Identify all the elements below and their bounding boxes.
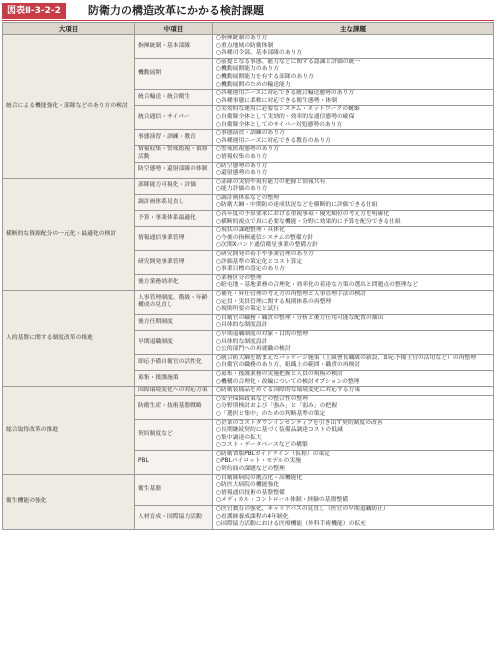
issue-item: ○還射態勢のあり方 (216, 170, 268, 177)
issue-item: ○部隊の実情や現有能力の把握と情報共有 (216, 178, 326, 185)
issue-item: ○具体的な制度設計 (216, 322, 268, 329)
issue-item: ○自衛隊全体として実効的・効率的な通信態勢の確保 (216, 113, 355, 120)
issue-item: ○研究開発の着手や事業管理のあり方 (216, 251, 314, 258)
issue-item: ○現状の課題整理・具体化 (216, 227, 285, 234)
issues-table (2, 22, 494, 530)
issue-item: ○PBLパイロット・モデルの実施 (216, 458, 301, 465)
issue-item: ○分野別検討および「強み」と「弱み」の把握 (216, 403, 337, 410)
issue-item: ○各種運用ニーズに対応できる教育のあり方 (216, 137, 331, 144)
issue-item: ○事態演習・訓練のあり方 (216, 130, 285, 137)
issue-item: ○機構の合理化・改編についての検討オプションの整理 (216, 378, 360, 385)
mid-item-cell: 研究開発事業管理 (135, 251, 213, 275)
mid-item-cell: 国際環境変化への対応方策 (135, 387, 213, 396)
issue-item: ○業務区分の整理 (216, 274, 262, 281)
issues-cell (213, 251, 494, 275)
issue-item: ○各種運用ニーズに対応できる統合輸送態勢のあり方 (216, 90, 355, 97)
figure-label: 図表Ⅱ-3-2-2 (2, 3, 66, 19)
issue-item: ○看護師養成課程の4年制化 (216, 513, 289, 520)
issue-item: ○コスト・データベースなどの構築 (216, 442, 308, 449)
mid-item-cell: 機動展開 (135, 58, 213, 89)
issue-item: ○企業のコストダウンインセンティブを引き出す契約制度の改善 (216, 419, 383, 426)
issues-cell (213, 314, 494, 330)
issues-cell (213, 354, 494, 370)
table-row (3, 474, 494, 505)
issues-cell (213, 395, 494, 419)
issue-item: ○早期退職制度の対象・目的の整理 (216, 330, 309, 337)
issue-item: ○「選択と集中」のための判断基準の策定 (216, 410, 326, 417)
mid-item-cell: 事態演習・訓練・教育 (135, 130, 213, 146)
issue-item: ○機動展開能力を有する部隊のあり方 (216, 73, 314, 80)
header-mid-item: 中項目 (135, 23, 213, 35)
mid-item-cell: 衛生基盤 (135, 474, 213, 505)
issue-item: ○公的部門への再就職の検討 (216, 346, 291, 353)
issue-item: ○機動展開のための輸送能力 (216, 81, 291, 88)
mid-item-cell: 募集・援護施策 (135, 370, 213, 386)
issue-item: ○自衛隊全体としてのサイバー対処態勢のあり方 (216, 121, 343, 128)
large-item-cell: 横断的な資源配分の一元化・最適化の検討 (3, 178, 135, 290)
issues-cell (213, 58, 494, 89)
header-large-item: 大項目 (3, 23, 135, 35)
issue-item: ○防衛装備品をめぐる国際的な環境変化に対応する方策 (216, 387, 361, 394)
issue-item: ○防衛省版PBLガイドライン（仮称）の策定 (216, 450, 330, 457)
issue-item: ○医官教育の強化、キャリアパスの見直し（医官の早期退職防止） (216, 506, 389, 513)
issue-item: ○集中調達の拡大 (216, 434, 262, 441)
issue-item: ○自衛官の職務・職責の整理・分析と後方任用可能な配置の抽出 (216, 314, 384, 321)
issue-item: ○補充・昇任管理の考え方の再整理と人事管理手法の検討 (216, 291, 366, 297)
issue-item: ○今後の指揮通信システムの整備方針 (216, 234, 314, 241)
issue-item: ○評価基準の策定化とコスト算定 (216, 258, 303, 265)
issue-item: ○実効的な運用に必要なシステム・ネットワークの構築 (216, 106, 360, 113)
issue-item: ○長期継続契約に基づく装備品調達コストの低減 (216, 427, 343, 434)
issues-cell (213, 419, 494, 450)
table-header-row (3, 23, 494, 35)
figure-title: 防衛力の構造改革にかかる検討課題 (88, 4, 264, 17)
issue-item: ○防空態勢のあり方 (216, 162, 268, 169)
mid-item-cell: 即応予備自衛官の活性化 (135, 354, 213, 370)
issue-item: ○安全保障政策などの整合性の整理 (216, 395, 309, 402)
issues-cell (213, 90, 494, 106)
issue-item: ○前提となる事態、能力などに関する認識と評価の統一 (216, 58, 361, 65)
mid-item-cell: 早期退職制度 (135, 330, 213, 354)
mid-item-cell: 情報通信事業管理 (135, 227, 213, 251)
mid-item-cell: 後方任期制度 (135, 314, 213, 330)
issue-item: ○事業目標の設定のあり方 (216, 266, 285, 273)
mid-item-cell: 部隊能力可視化・評価 (135, 178, 213, 194)
mid-item-cell: 統合通信・サイバー (135, 106, 213, 130)
issues-cell (213, 291, 494, 315)
issues-cell (213, 274, 494, 290)
issue-item: ○定員・実員管理に関する規則体系の再整理 (216, 298, 332, 305)
issue-item: ○具体的な制度設計 (216, 338, 268, 345)
issue-item: ○防衛大綱・中期防の達成状況などを横断的に評価できる仕組 (216, 202, 378, 209)
issues-cell (213, 178, 494, 194)
issues-cell (213, 227, 494, 251)
issue-item: ○警戒監視態勢のあり方 (216, 146, 280, 153)
issues-cell (213, 130, 494, 146)
issues-cell (213, 106, 494, 130)
mid-item-cell: PBL (135, 450, 213, 474)
issue-item: ○自衛隊病院の拠点化・高機能化 (216, 474, 303, 481)
issues-cell (213, 450, 494, 474)
issue-item: ○メディカル・コントロール体制・経験の基盤整備 (216, 497, 349, 504)
large-item-cell: 人的基盤に関する制度改革の推進 (3, 291, 135, 387)
mid-item-cell: 人事管理制度、階級・年齢構成の見直し (135, 291, 213, 315)
issue-item: ○各種司令部、基本部隊のあり方 (216, 50, 303, 57)
issue-item: ○指揮統制のあり方 (216, 35, 268, 41)
issue-item: ○横断的視点で真に必要な機能・分野に効果的に予算を配分できる仕組 (216, 218, 401, 225)
issue-item: ○駐屯地・基地業務の合理化・効率化の着達な方策の選出と問題点の整理など (216, 282, 419, 289)
mid-item-cell: 防衛生産・技術基盤戦略 (135, 395, 213, 419)
large-item-cell: 総合取得改革の推進 (3, 387, 135, 475)
table-row (3, 35, 494, 59)
header-main-issues: 主な課題 (213, 23, 494, 35)
large-item-cell: 衛生機能の強化 (3, 474, 135, 529)
issues-cell (213, 35, 494, 59)
mid-item-cell: 情報収集・警戒監視・偵察活動 (135, 146, 213, 162)
mid-item-cell: 指揮統制・基本部隊 (135, 35, 213, 59)
mid-item-cell: 契約制度など (135, 419, 213, 450)
mid-item-cell: 調計画体系見直し (135, 194, 213, 210)
issue-item: ○防医大病院の機能強化 (216, 482, 280, 489)
issue-item: ○契約面の課題などの整理 (216, 466, 285, 473)
issue-item: ○募集・援護業務の実施把握と人員の規模の検討 (216, 370, 343, 377)
issue-item: ○各種事態に柔軟に対応できる衛生態勢・体制 (216, 97, 337, 104)
title-rule (2, 20, 494, 21)
figure-titlebar (2, 3, 494, 21)
issues-cell (213, 162, 494, 178)
issues-cell (213, 506, 494, 530)
issue-item: ○規則所要の策定と試行 (216, 306, 280, 313)
issue-item: ○調計画体系などの整理 (216, 194, 280, 201)
table-body (3, 35, 494, 530)
mid-item-cell: 防空態勢・還射部隊の体制 (135, 162, 213, 178)
issue-item: ○各年度の予算要求における重視事項・優先順位の考え方を明確化 (216, 211, 390, 218)
issue-item: ○重点地域の防衛体制 (216, 42, 274, 49)
mid-item-cell: 人材育成・国際協力活動 (135, 506, 213, 530)
issue-item: ○情報収集のあり方 (216, 153, 268, 160)
issue-item: ○自衛官の職務のあり方、組織上の範囲・職責の再検討 (216, 362, 361, 369)
issues-cell (213, 474, 494, 505)
table-row (3, 291, 494, 315)
table-row (3, 387, 494, 396)
issue-item: ○統合防大綱を踏まえたパッケージ施策（上級曹長職級の新設、即応予備士官の活用など）の再整理 (216, 354, 477, 361)
issues-cell (213, 146, 494, 162)
issues-cell (213, 211, 494, 227)
issues-cell (213, 387, 494, 396)
issue-item: ○国際協力活動における医療機能（外科手術機能）の拡充 (216, 521, 366, 528)
issues-cell (213, 370, 494, 386)
issues-cell (213, 194, 494, 210)
issue-item: ○機動展開能力のあり方 (216, 66, 280, 73)
issue-item: ○次期Xバンド通信衛星事業の整備方針 (216, 242, 318, 249)
mid-item-cell: 後方業務効率化 (135, 274, 213, 290)
mid-item-cell: 統合輸送・統合衛生 (135, 90, 213, 106)
issues-cell (213, 330, 494, 354)
large-item-cell: 統合による機能強化・部隊などのあり方の検討 (3, 35, 135, 179)
issue-item: ○能力評価のあり方 (216, 186, 268, 193)
mid-item-cell: 予算・事業体系最適化 (135, 211, 213, 227)
issue-item: ○情報通信技術の基盤整備 (216, 489, 285, 496)
table-row (3, 178, 494, 194)
